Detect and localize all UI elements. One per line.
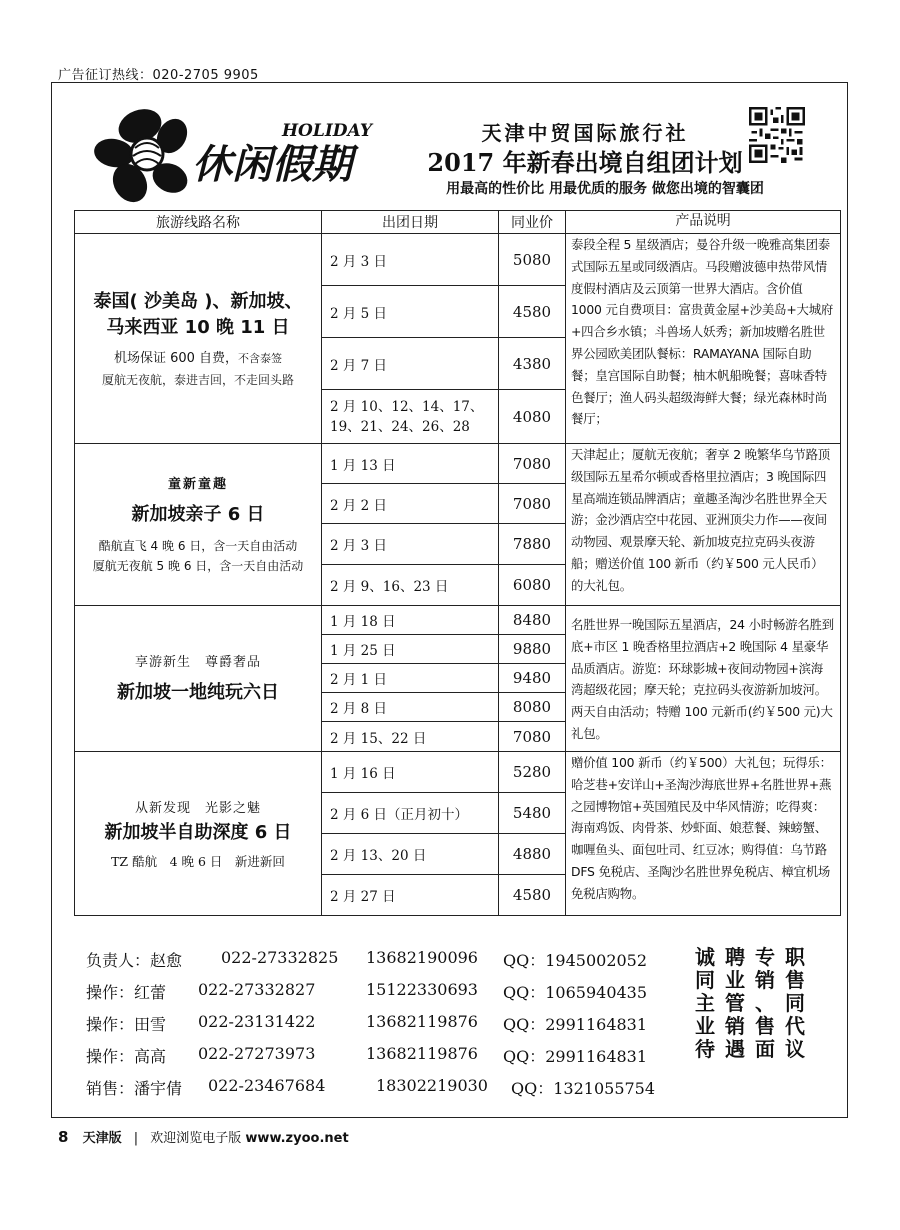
slogan: 用最高的性价比 用最优质的服务 做您出境的智囊团: [446, 181, 764, 197]
contact-phone: 022-23467684: [208, 1076, 326, 1095]
table-header-row: [75, 211, 841, 234]
contact-phone: 022-27332827: [198, 980, 316, 999]
route-note: 机场保证 600 自费，不含泰签: [113, 351, 283, 366]
route-subtitle: 从新发现 光影之魅: [134, 801, 261, 816]
contact-qq: QQ：1065940435: [503, 983, 648, 1002]
contact-role: 操作：高高: [86, 1047, 167, 1066]
table-row: [75, 606, 841, 635]
price-cell: 7880: [499, 524, 566, 565]
price-cell: 8480: [499, 606, 566, 635]
desc-cell: 名胜世界一晚国际五星酒店，24 小时畅游名胜到底+市区 1 晚香格里拉酒店+2 晚国际 4 星豪华品质酒店。游览：环球影城+夜间动物园+滨海湾超级花园；摩天轮；克拉码头夜游新加坡河。两天自由活动；特赠 100 元新币(约￥500 元)大礼包。: [566, 606, 841, 752]
date-cell: 2 月 6 日（正月初十）: [322, 793, 499, 834]
tour-table: [74, 210, 841, 916]
contact-mobile: 18302219030: [376, 1076, 488, 1095]
agency-name: 天津中贸国际旅行社: [481, 121, 689, 145]
date-cell: 1 月 13 日: [322, 444, 499, 484]
date-cell: 2 月 15、22 日: [322, 722, 499, 752]
price-cell: 5280: [499, 752, 566, 793]
edition-label: 天津版: [82, 1131, 122, 1146]
contact-phone: 022-27332825: [221, 948, 339, 967]
ad-hotline: 广告征订热线：020-2705 9905: [58, 68, 259, 83]
contact-list: [86, 948, 686, 1108]
date-cell: 2 月 3 日: [322, 524, 499, 565]
logo-cn: 休闲假期: [192, 142, 352, 188]
recruit-column: 职 售 同 代 议: [785, 945, 805, 1061]
contact-phone: 022-27273973: [198, 1044, 316, 1063]
contact-row: [86, 1076, 686, 1108]
price-cell: 9880: [499, 635, 566, 664]
holiday-logo: [92, 98, 392, 208]
col-desc-header: 产品说明: [566, 211, 841, 234]
route-title: 新加坡一地纯玩六日: [117, 682, 279, 703]
contact-mobile: 15122330693: [366, 980, 478, 999]
footer-divider: |: [133, 1131, 139, 1146]
contact-qq: QQ：2991164831: [503, 1047, 648, 1066]
price-cell: 8080: [499, 693, 566, 722]
price-cell: 5080: [499, 234, 566, 286]
table-row: [75, 234, 841, 286]
route-subtitle: 童新童趣: [167, 477, 228, 492]
contact-qq: QQ：1945002052: [503, 951, 648, 970]
date-cell: 1 月 18 日: [322, 606, 499, 635]
price-cell: 4380: [499, 338, 566, 390]
route-title: 新加坡亲子 6 日: [131, 504, 265, 525]
price-cell: 4580: [499, 286, 566, 338]
contact-row: [86, 1012, 686, 1044]
recruit-column: 聘 业 管 销 遇: [725, 945, 745, 1061]
price-cell: 4880: [499, 834, 566, 875]
date-cell: 2 月 9、16、23 日: [322, 565, 499, 606]
route-cell-pure: [75, 606, 322, 752]
price-cell: 7080: [499, 444, 566, 484]
route-cell-thailand: [75, 234, 322, 444]
recruit-column: 专 销 、 售 面: [755, 945, 775, 1061]
date-cell: 2 月 27 日: [322, 875, 499, 916]
route-note: 厦航无夜航 5 晚 6 日，含一天自由活动: [92, 559, 304, 573]
desc-cell: 泰段全程 5 星级酒店；曼谷升级一晚雅高集团泰式国际五星或同级酒店。马段赠波德申热带风情度假村酒店及云顶第一世界大酒店。含价值 1000 元自费项目：富贵黄金屋+沙美岛+大城府+四合乡水镇；斗兽场人妖秀；新加坡赠名胜世界公园欧美团队餐标：RAMAYANA 国际自助餐；皇宫国际自助餐；柚木帆船晚餐；喜味香特色餐厅；渔人码头超级海鲜大餐；绿光森林时尚餐厅；: [566, 234, 841, 444]
route-cell-semi: [75, 752, 322, 916]
contact-role: 操作：田雪: [86, 1015, 167, 1034]
desc-cell: 天津起止；厦航无夜航；奢享 2 晚繁华乌节路顶级国际五星希尔顿或香格里拉酒店；3 晚国际四星高端连锁品牌酒店；童趣圣淘沙名胜世界全天游；金沙酒店空中花园、亚洲顶尖力作——夜间动物园、观景摩天轮、新加坡克拉克码头夜游船；赠送价值 100 新币（约￥500 元人民币）的大礼包。: [566, 444, 841, 606]
price-cell: 6080: [499, 565, 566, 606]
contact-mobile: 13682119876: [366, 1012, 478, 1031]
footer-text: 欢迎浏览电子版: [150, 1131, 242, 1146]
route-cell-family: [75, 444, 322, 606]
page-footer: [58, 1127, 349, 1146]
route-title: 泰国( 沙美岛 )、新加坡、: [93, 291, 303, 312]
price-cell: 4580: [499, 875, 566, 916]
price-cell: 9480: [499, 664, 566, 693]
date-cell: 2 月 8 日: [322, 693, 499, 722]
flower-icon: [92, 103, 193, 208]
footer-url[interactable]: www.zyoo.net: [245, 1131, 349, 1146]
table-row: [75, 752, 841, 793]
contact-qq: QQ：1321055754: [511, 1079, 656, 1098]
price-cell: 4080: [499, 390, 566, 444]
page-title: 2017 年新春出境自组团计划: [427, 148, 743, 177]
date-cell: 1 月 25 日: [322, 635, 499, 664]
route-title: 马来西亚 10 晚 11 日: [106, 317, 290, 338]
col-route-header: 旅游线路名称: [75, 211, 322, 234]
price-cell: 7080: [499, 484, 566, 524]
date-cell: 2 月 10、12、14、17、19、21、24、26、28: [322, 390, 499, 444]
contact-role: 操作：红蕾: [86, 983, 167, 1002]
logo-en: HOLIDAY: [282, 121, 372, 141]
route-note: 厦航无夜航，泰进吉回，不走回头路: [101, 373, 294, 387]
qr-code-icon: [749, 107, 805, 163]
contact-row: [86, 1044, 686, 1076]
date-cell: 2 月 7 日: [322, 338, 499, 390]
date-cell: 2 月 2 日: [322, 484, 499, 524]
date-cell: 2 月 1 日: [322, 664, 499, 693]
date-cell: 2 月 13、20 日: [322, 834, 499, 875]
route-subtitle: 享游新生 尊爵奢品: [134, 655, 261, 670]
date-cell: 1 月 16 日: [322, 752, 499, 793]
date-cell: 2 月 5 日: [322, 286, 499, 338]
table-row: [75, 444, 841, 484]
contact-role: 销售：潘宇倩: [86, 1079, 183, 1098]
contact-mobile: 13682190096: [366, 948, 478, 967]
route-title: 新加坡半自助深度 6 日: [104, 822, 292, 843]
recruitment-notice: [692, 946, 808, 1061]
date-cell: 2 月 3 日: [322, 234, 499, 286]
contact-row: [86, 948, 686, 980]
col-date-header: 出团日期: [322, 211, 499, 234]
contact-mobile: 13682119876: [366, 1044, 478, 1063]
contact-qq: QQ：2991164831: [503, 1015, 648, 1034]
contact-role: 负责人：赵愈: [86, 951, 183, 970]
desc-cell: 赠价值 100 新币（约￥500）大礼包；玩得乐：哈芝巷+安详山+圣淘沙海底世界+名胜世界+燕之园博物馆+英国殖民及中华风情游；吃得爽：海南鸡饭、肉骨茶、炒虾面、娘惹餐、辣螃蟹、咖喱鱼头、面包吐司、红豆冰；购得值：乌节路 DFS 免税店、圣陶沙名胜世界免税店、樟宜机场免税店购物。: [566, 752, 841, 916]
page-number: 8: [58, 1128, 69, 1146]
price-cell: 7080: [499, 722, 566, 752]
route-note: TZ 酷航 4 晚 6 日 新进新回: [111, 854, 285, 869]
route-note: 酷航直飞 4 晚 6 日，含一天自由活动: [98, 539, 298, 553]
recruit-column: 诚 同 主 业 待: [695, 945, 715, 1061]
contact-phone: 022-23131422: [198, 1012, 316, 1031]
col-price-header: 同业价: [499, 211, 566, 234]
price-cell: 5480: [499, 793, 566, 834]
contact-row: [86, 980, 686, 1012]
